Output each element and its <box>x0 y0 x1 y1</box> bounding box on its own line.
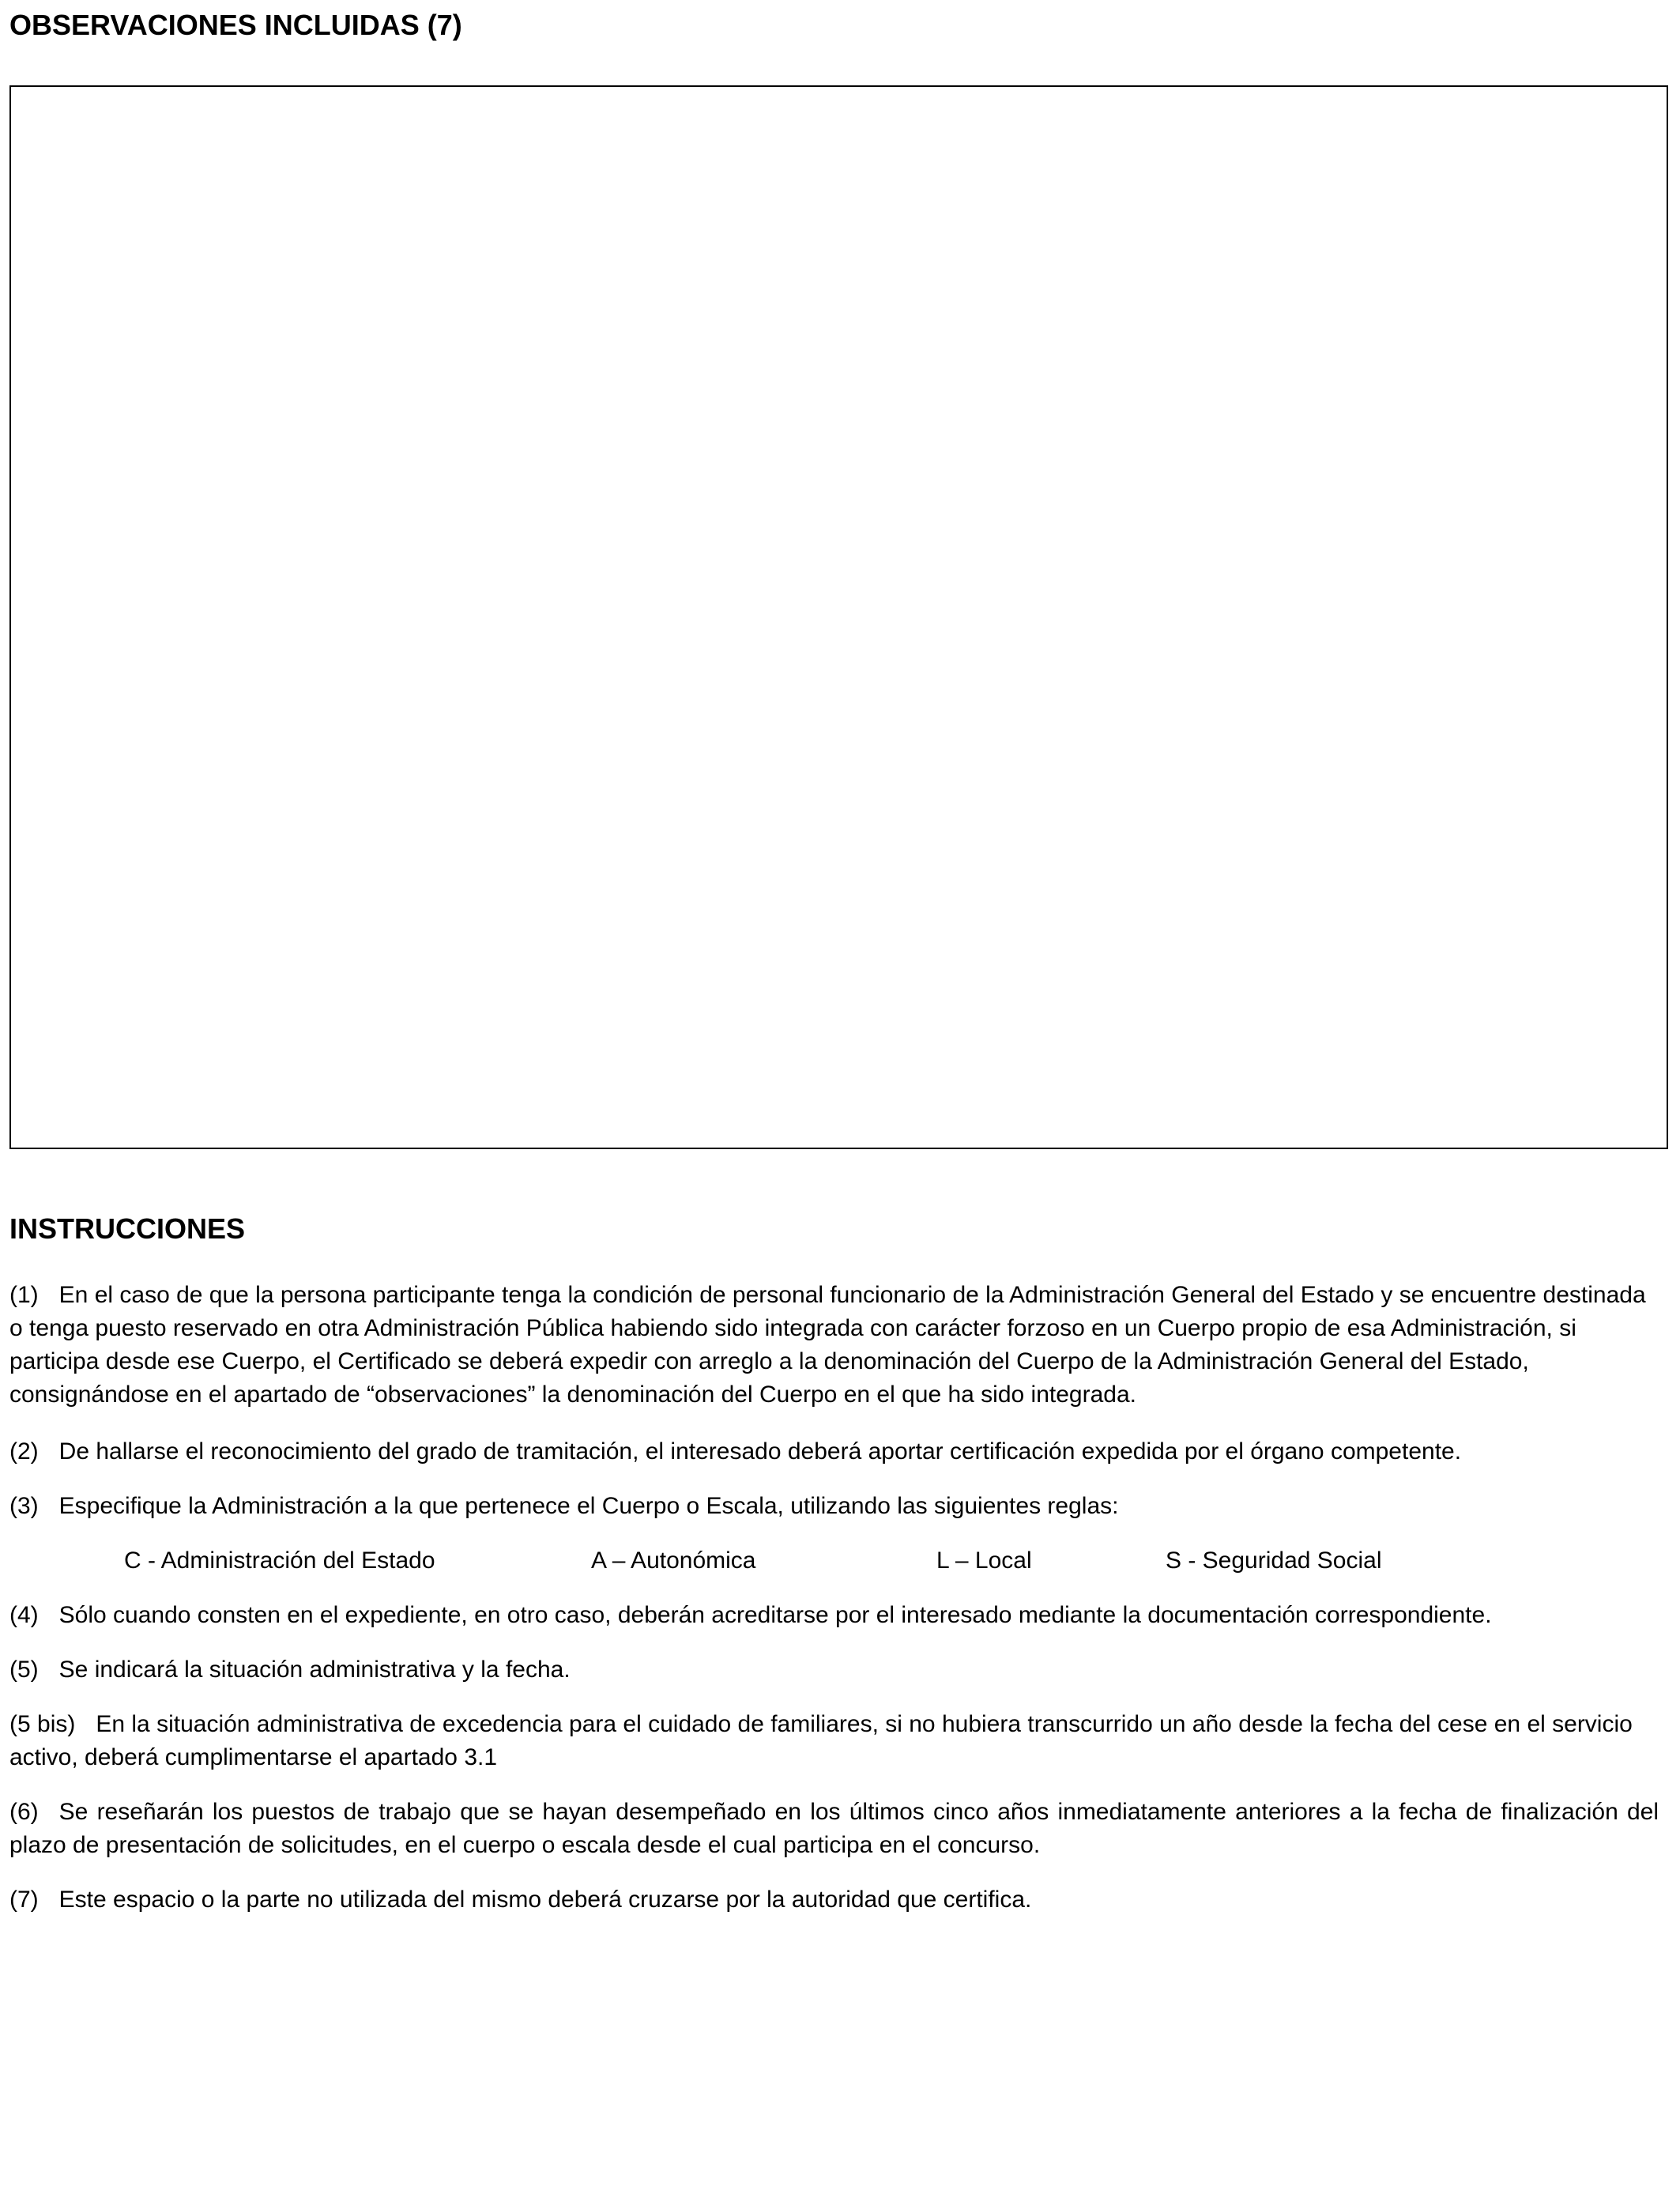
instruction-number: (7) <box>9 1887 39 1913</box>
instruction-number: (4) <box>9 1602 39 1628</box>
instruction-text: Este espacio o la parte no utilizada del mismo deberá cruzarse por la autoridad que certifica. <box>58 1887 1032 1913</box>
instruction-item-1 <box>9 1279 1659 1412</box>
instruction-item-4 <box>9 1599 1659 1632</box>
instrucciones-title: INSTRUCCIONES <box>9 1212 246 1245</box>
instruction-item-5 <box>9 1653 1659 1687</box>
instruction-text: Sólo cuando consten en el expediente, en otro caso, deberán acreditarse por el interesado mediante la documentación correspondiente. <box>58 1602 1492 1628</box>
instruction-number: (6) <box>9 1799 39 1825</box>
rule-autonomica: A – Autonómica <box>591 1547 756 1574</box>
administration-rules <box>0 1544 1680 1578</box>
rule-seguridad-social: S - Seguridad Social <box>1166 1547 1382 1574</box>
instruction-item-2 <box>9 1435 1659 1468</box>
instruction-text: Especifique la Administración a la que pertenece el Cuerpo o Escala, utilizando las siguientes reglas: <box>58 1493 1119 1519</box>
instruction-number: (3) <box>9 1493 39 1519</box>
instruction-number: (5) <box>9 1657 39 1683</box>
observaciones-box[interactable] <box>9 85 1668 1149</box>
instruction-text: En el caso de que la persona participante tenga la condición de personal funcionario de la Administración General del Estado y se encuentre destinada o tenga puesto reservado en otra Administración Pública habiendo sido integrada con carácter forzoso en un Cuerpo propio de esa Administración, si participa desde ese Cuerpo, el Certificado se deberá expedir con arreglo a la denominación del Cuerpo de la Administración General del Estado, consignándose en el apartado de “observaciones” la denominación del Cuerpo en el que ha sido integrada. <box>9 1282 1646 1408</box>
instruction-number: (2) <box>9 1438 39 1465</box>
rule-estado: C - Administración del Estado <box>124 1547 435 1574</box>
instruction-item-6 <box>9 1796 1659 1862</box>
instruction-text: En la situación administrativa de excedencia para el cuidado de familiares, si no hubiera transcurrido un año desde la fecha del cese en el servicio activo, deberá cumplimentarse el apartado 3.1 <box>9 1711 1633 1770</box>
instruction-item-7 <box>9 1883 1659 1917</box>
instruction-item-3 <box>9 1490 1659 1523</box>
instruction-text: Se reseñarán los puestos de trabajo que se hayan desempeñado en los últimos cinco años inmediatamente anteriores a la fecha de finalización del plazo de presentación de solicitudes, en el cuerpo o escala desde el cual participa en el concurso. <box>9 1799 1659 1858</box>
instruction-number: (5 bis) <box>9 1711 76 1737</box>
instruction-text: De hallarse el reconocimiento del grado de tramitación, el interesado deberá aportar certificación expedida por el órgano competente. <box>58 1438 1462 1465</box>
instruction-item-5-bis <box>9 1708 1659 1774</box>
rule-local: L – Local <box>936 1547 1032 1574</box>
instruction-number: (1) <box>9 1282 39 1308</box>
observaciones-title: OBSERVACIONES INCLUIDAS (7) <box>9 9 462 41</box>
instruction-text: Se indicará la situación administrativa y la fecha. <box>58 1657 571 1683</box>
